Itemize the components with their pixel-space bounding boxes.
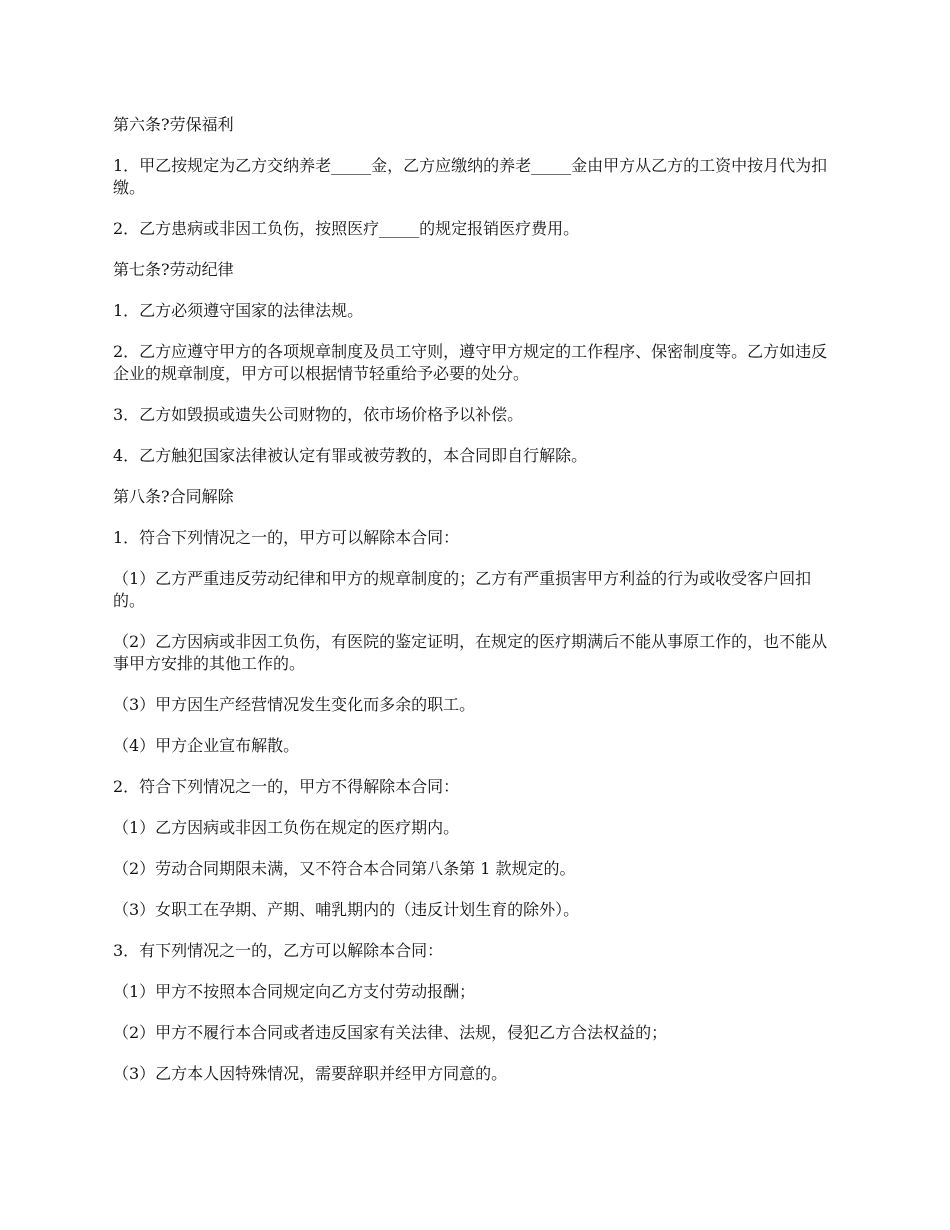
clause-8-3-item-2: （2）甲方不履行本合同或者违反国家有关法律、法规，侵犯乙方合法权益的； <box>113 1023 668 1042</box>
section-heading-article-6: 第六条?劳保福利 <box>113 115 234 134</box>
clause-7-2: 2．乙方应遵守甲方的各项规章制度及员工守则，遵守甲方规定的工作程序、保密制度等。乙方如违反企业的规章制度，甲方可以根据情节轻重给予必要的处分。 <box>113 342 828 383</box>
clause-8-3-item-1: （1）甲方不按照本合同规定向乙方支付劳动报酬； <box>113 982 476 1001</box>
clause-7-3: 3．乙方如毁损或遗失公司财物的，依市场价格予以补偿。 <box>113 405 524 424</box>
clause-8-1-item-1: （1）乙方严重违反劳动纪律和甲方的规章制度的；乙方有严重损害甲方利益的行为或收受客户回扣的。 <box>113 569 812 610</box>
clause-8-1-item-2: （2）乙方因病或非因工负伤，有医院的鉴定证明，在规定的医疗期满后不能从事原工作的，也不能从事甲方安排的其他工作的。 <box>113 632 828 673</box>
clause-8-1: 1．符合下列情况之一的，甲方可以解除本合同： <box>113 528 460 547</box>
clause-8-1-item-4: （4）甲方企业宣布解散。 <box>113 736 300 755</box>
clause-8-2-item-3: （3）女职工在孕期、产期、哺乳期内的（违反计划生育的除外）。 <box>113 900 580 919</box>
clause-7-4: 4．乙方触犯国家法律被认定有罪或被劳教的，本合同即自行解除。 <box>113 446 588 465</box>
clause-8-2: 2．符合下列情况之一的，甲方不得解除本合同： <box>113 777 460 796</box>
clause-8-3-item-3: （3）乙方本人因特殊情况，需要辞职并经甲方同意的。 <box>113 1064 508 1083</box>
clause-6-2: 2．乙方患病或非因工负伤，按照医疗_____的规定报销医疗费用。 <box>113 219 580 238</box>
section-heading-article-8: 第八条?合同解除 <box>113 487 234 506</box>
clause-8-2-item-1: （1）乙方因病或非因工负伤在规定的医疗期内。 <box>113 818 460 837</box>
clause-8-1-item-3: （3）甲方因生产经营情况发生变化而多余的职工。 <box>113 695 476 714</box>
clause-7-1: 1．乙方必须遵守国家的法律法规。 <box>113 301 364 320</box>
clause-8-2-item-2: （2）劳动合同期限未满，又不符合本合同第八条第 1 款规定的。 <box>113 859 576 878</box>
clause-8-3: 3．有下列情况之一的，乙方可以解除本合同： <box>113 941 444 960</box>
document-page <box>113 114 843 1104</box>
section-heading-article-7: 第七条?劳动纪律 <box>113 260 234 279</box>
clause-6-1: 1．甲乙按规定为乙方交纳养老_____金，乙方应缴纳的养老_____金由甲方从乙方的工资中按月代为扣缴。 <box>113 156 828 197</box>
